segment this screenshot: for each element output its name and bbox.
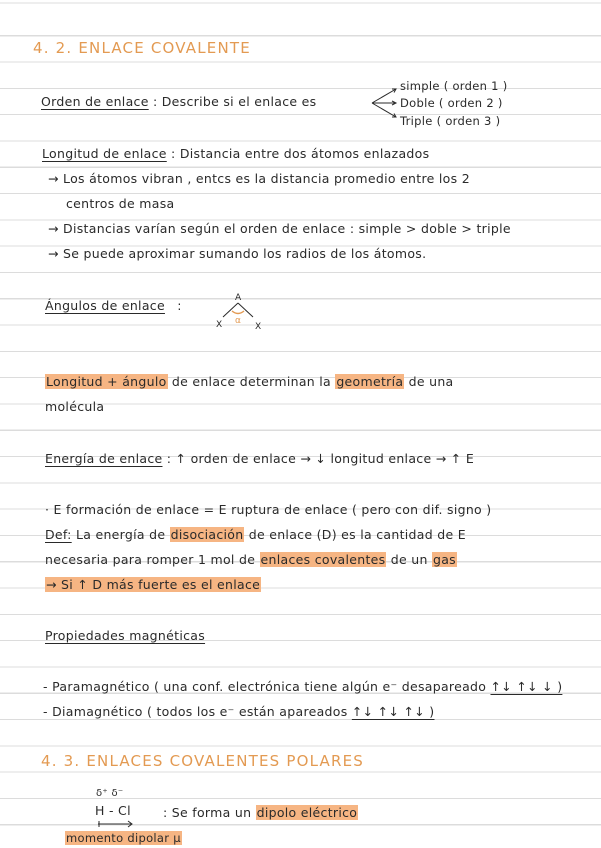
diamagnetico-spins: ↑↓ ↑↓ ↑↓ ) (351, 704, 435, 719)
geometria-line (45, 376, 454, 389)
longitud-point-3: → Se puede aproximar sumando los radios de los átomos. (48, 246, 427, 261)
def-highlight-gas: gas (432, 552, 456, 567)
geometria-end: de una (408, 374, 454, 389)
geometria-mid: de enlace determinan la (171, 374, 332, 389)
longitud-point-2: → Distancias varían según el orden de enlace : simple > doble > triple (48, 221, 511, 236)
angulo-colon: : (177, 298, 182, 313)
formacion-line: · E formación de enlace = E ruptura de enlace ( pero con dif. signo ) (45, 502, 492, 517)
longitud-term: Longitud de enlace (42, 146, 167, 161)
definicion-line-2 (45, 554, 457, 567)
dipolo-highlight: dipolo eléctrico (256, 805, 358, 820)
branch-arrows-icon (370, 86, 400, 122)
geometria-line-2: molécula (45, 399, 105, 414)
longitud-desc: : Distancia entre dos átomos enlazados (171, 146, 430, 161)
longitud-line (42, 148, 429, 161)
magneticas-term: Propiedades magnéticas (45, 628, 206, 643)
orden-term: Orden de enlace (41, 94, 149, 109)
def-line2-a: necesaria para romper 1 mol de (45, 552, 256, 567)
geometria-highlight-a: Longitud + ángulo (46, 374, 167, 389)
magneticas-line (45, 630, 205, 643)
section-heading-4-3: 4. 3. ENLACES COVALENTES POLARES (41, 752, 364, 770)
paramagnetico-spins: ↑↓ ↑↓ ↓ ) (490, 679, 563, 694)
dipolo-text: : Se forma un (163, 805, 252, 820)
momento-dipolar-highlight: momento dipolar μ (66, 831, 181, 845)
angulo-term: Ángulos de enlace (45, 298, 165, 313)
orden-option-simple: simple ( orden 1 ) (400, 79, 508, 93)
orden-desc: : Describe si el enlace es (152, 94, 317, 109)
orden-option-triple: Triple ( orden 3 ) (400, 114, 501, 128)
def-highlight-conclusion: → Si ↑ D más fuerte es el enlace (46, 577, 261, 592)
definicion-line-3 (45, 579, 261, 592)
paramagnetico-text: - Paramagnético ( una conf. electrónica tiene algún e⁻ desapareado (43, 679, 487, 694)
atom-a-label: A (235, 293, 242, 303)
momento-dipolar-line (65, 833, 182, 845)
atom-x-left-label: X (216, 320, 223, 330)
orden-option-doble: Doble ( orden 2 ) (400, 96, 503, 110)
def-text-b: de enlace (D) es la cantidad de E (248, 527, 466, 542)
definicion-line (45, 529, 466, 542)
hcl-molecule: H - Cl (95, 803, 131, 818)
partial-charges: δ⁺ δ⁻ (96, 788, 124, 799)
angulo-line (45, 300, 182, 313)
section-heading-4-2: 4. 2. ENLACE COVALENTE (33, 39, 251, 57)
bond-angle-diagram (213, 291, 268, 333)
def-highlight-enlaces: enlaces covalentes (260, 552, 386, 567)
def-line2-b: de un (390, 552, 428, 567)
dipolo-line (163, 807, 358, 820)
diamagnetico-line (43, 706, 434, 719)
orden-line (41, 96, 316, 109)
def-label: Def: (45, 527, 72, 542)
energia-desc: : ↑ orden de enlace → ↓ longitud enlace → ↑ E (166, 451, 475, 466)
diamagnetico-text: - Diamagnético ( todos los e⁻ están apareados (43, 704, 348, 719)
geometria-highlight-b: geometría (336, 374, 404, 389)
longitud-point-1b: centros de masa (66, 196, 175, 211)
longitud-point-1: → Los átomos vibran , entcs es la distancia promedio entre los 2 (48, 171, 470, 186)
def-highlight-disociacion: disociación (170, 527, 244, 542)
dipole-arrow-icon (96, 820, 136, 828)
paramagnetico-line (43, 681, 562, 694)
energia-line (45, 453, 474, 466)
energia-term: Energía de enlace (45, 451, 163, 466)
def-text-a: La energía de (75, 527, 166, 542)
angle-alpha-label: α (235, 316, 241, 326)
atom-x-right-label: X (255, 322, 262, 332)
